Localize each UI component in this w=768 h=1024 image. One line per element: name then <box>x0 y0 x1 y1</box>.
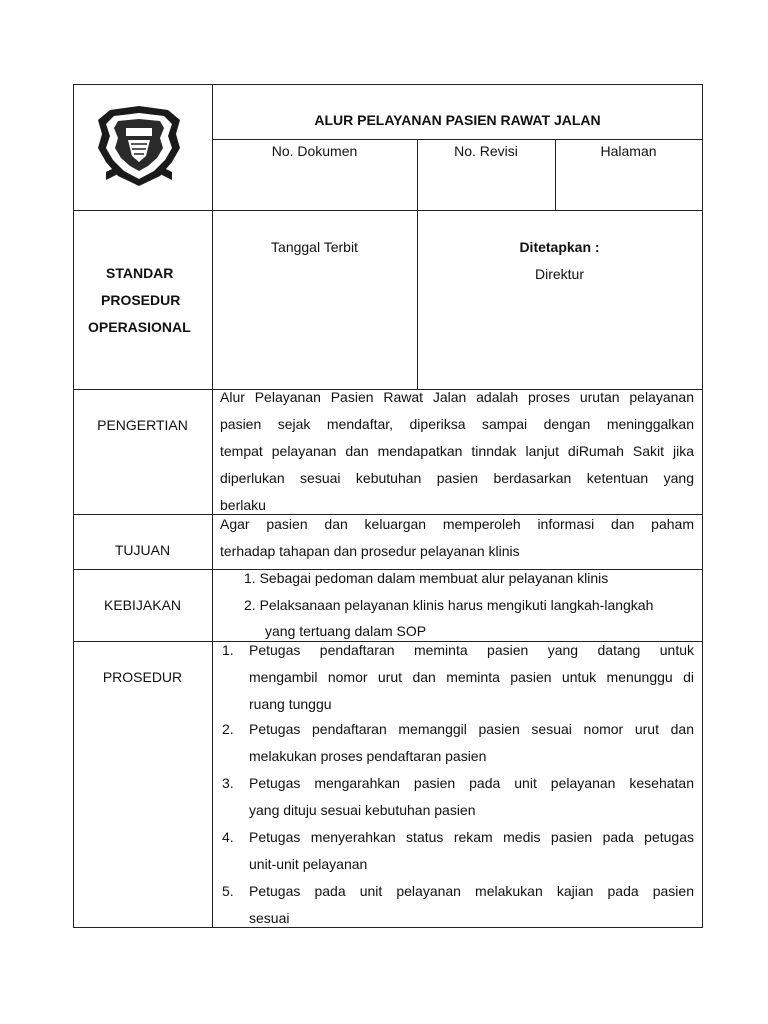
prosedur-item-number: 3. <box>222 775 234 791</box>
prosedur-line: Petugas pendaftaran memanggil pasien sesuai nomor urut dan <box>249 721 694 737</box>
prosedur-item-4 <box>249 824 694 878</box>
prosedur-line: Petugas menyerahkan status rekam medis pasien pada petugas <box>249 829 694 845</box>
tanggal-terbit-label: Tanggal Terbit <box>271 239 358 255</box>
pengertian-line: diperlukan sesuai kebutuhan pasien berdasarkan ketentuan yang <box>220 470 694 486</box>
no-dokumen-label: No. Dokumen <box>271 143 358 159</box>
pengertian-line: Alur Pelayanan Pasien Rawat Jalan adalah proses urutan pelayanan <box>220 389 694 405</box>
prosedur-item-number: 1. <box>222 642 234 658</box>
no-revisi-label: No. Revisi <box>454 143 518 159</box>
prosedur-line: ruang tunggu <box>249 696 332 712</box>
ditetapkan-label: Ditetapkan : <box>519 239 600 255</box>
halaman-label: Halaman <box>600 143 657 159</box>
kebijakan-item-2-cont: yang tertuang dalam SOP <box>265 623 427 639</box>
prosedur-line: Petugas pendaftaran meminta pasien yang datang untuk <box>249 642 694 658</box>
prosedur-item-1 <box>249 637 694 718</box>
tujuan-line: Agar pasien dan keluargan memperoleh informasi dan paham <box>220 516 694 532</box>
kebijakan-item-2: 2. Pelaksanaan pelayanan klinis harus mengikuti langkah-langkah <box>244 597 654 613</box>
header-bottom-divider <box>73 210 703 211</box>
prosedur-item-5 <box>249 878 694 932</box>
tujuan-text <box>220 511 694 565</box>
sop-label-prosedur: PROSEDUR <box>101 292 181 308</box>
sop-label-operasional: OPERASIONAL <box>88 319 191 335</box>
prosedur-line: Petugas mengarahkan pasien pada unit pelayanan kesehatan <box>249 775 694 791</box>
prosedur-line: sesuai <box>249 910 290 926</box>
document-title: ALUR PELAYANAN PASIEN RAWAT JALAN <box>314 112 601 128</box>
prosedur-line: unit-unit pelayanan <box>249 856 368 872</box>
prosedur-line: mengambil nomor urut dan meminta pasien untuk menunggu di <box>249 669 694 685</box>
tujuan-line: terhadap tahapan dan prosedur pelayanan klinis <box>220 543 520 559</box>
prosedur-line: yang dituju sesuai kebutuhan pasien <box>249 802 476 818</box>
prosedur-label: PROSEDUR <box>102 669 183 685</box>
prosedur-line: melakukan proses pendaftaran pasien <box>249 748 487 764</box>
kebijakan-label: KEBIJAKAN <box>103 597 182 613</box>
prosedur-item-number: 4. <box>222 829 234 845</box>
prosedur-item-3 <box>249 770 694 824</box>
pengertian-line: pasien sejak mendaftar, diperiksa sampai dengan meninggalkan <box>220 416 694 432</box>
pengertian-line: berlaku <box>220 497 266 513</box>
sop-label-standar: STANDAR <box>106 265 174 281</box>
kebijakan-item-1: 1. Sebagai pedoman dalam membuat alur pelayanan klinis <box>244 570 609 586</box>
prosedur-item-number: 2. <box>222 721 234 737</box>
pengertian-line: tempat pelayanan dan mendapatkan tinndak lanjut diRumah Sakit jika <box>220 443 694 459</box>
pengertian-label: PENGERTIAN <box>97 417 188 433</box>
table-border-top <box>73 84 703 85</box>
prosedur-item-number: 5. <box>222 883 234 899</box>
prosedur-line: Petugas pada unit pelayanan melakukan kajian pada pasien <box>249 883 694 899</box>
direktur-label: Direktur <box>534 266 584 282</box>
title-row-divider <box>212 139 703 140</box>
sop-middle-divider <box>417 210 418 390</box>
prosedur-item-2 <box>249 716 694 770</box>
tujuan-label: TUJUAN <box>114 542 171 558</box>
coat-of-arms-logo <box>96 104 182 188</box>
pengertian-text <box>220 384 694 519</box>
